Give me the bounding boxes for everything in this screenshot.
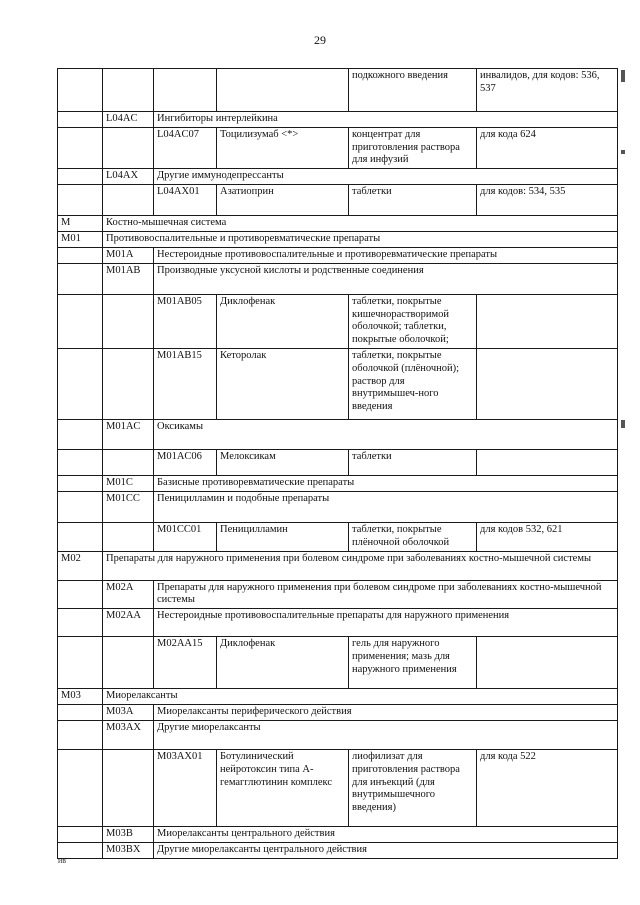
cell-empty xyxy=(103,294,154,348)
cell-code: L04AX01 xyxy=(154,185,217,216)
cell-dosage-form: таблетки, покрытые плёночной оболочкой xyxy=(349,522,477,551)
cell-empty xyxy=(58,185,103,216)
table-row xyxy=(58,449,618,475)
cell-drug-name: Мелоксикам xyxy=(217,449,349,475)
cell-drug-name xyxy=(217,69,349,112)
cell-empty xyxy=(103,749,154,826)
cell-dosage-form: таблетки xyxy=(349,449,477,475)
cell-dosage-form: лиофилизат для приготовления раствора для инъекций (для внутримышечного введения) xyxy=(349,749,477,826)
cell-code: M01CC xyxy=(103,491,154,522)
cell-empty xyxy=(58,294,103,348)
cell-dosage-form: подкожного введения xyxy=(349,69,477,112)
cell-code: M03B xyxy=(103,826,154,842)
margin-mark xyxy=(621,420,625,428)
table-row xyxy=(58,231,618,247)
cell-group-name: Нестероидные противовоспалительные и противоревматические препараты xyxy=(154,247,618,263)
table-row xyxy=(58,842,618,858)
table-row xyxy=(58,522,618,551)
cell-code: M03A xyxy=(103,705,154,721)
cell-code: L04AX xyxy=(103,169,154,185)
cell-note: инвалидов, для кодов: 536, 537 xyxy=(477,69,618,112)
cell-empty xyxy=(58,491,103,522)
cell-empty xyxy=(103,348,154,419)
cell-empty xyxy=(58,826,103,842)
cell-dosage-form: гель для наружного применения; мазь для наружного применения xyxy=(349,637,477,689)
cell-note: для кода 522 xyxy=(477,749,618,826)
cell-code: M01C xyxy=(103,475,154,491)
table-row xyxy=(58,475,618,491)
cell-drug-name: Диклофенак xyxy=(217,294,349,348)
cell-empty xyxy=(58,749,103,826)
cell-group-name: Миорелаксанты периферического действия xyxy=(154,705,618,721)
cell-group-name: Пеницилламин и подобные препараты xyxy=(154,491,618,522)
cell-empty xyxy=(58,247,103,263)
cell-code: M02AA xyxy=(103,609,154,637)
cell-empty xyxy=(103,185,154,216)
cell-note xyxy=(477,449,618,475)
cell-empty xyxy=(58,609,103,637)
cell-note xyxy=(477,294,618,348)
cell-empty xyxy=(103,127,154,168)
cell-code: M01AB15 xyxy=(154,348,217,419)
cell-group-name: Ингибиторы интерлейкина xyxy=(154,112,618,128)
cell-code: M01CC01 xyxy=(154,522,217,551)
cell-group-name: Противовоспалительные и противоревматические препараты xyxy=(103,231,618,247)
cell-code: M03BX xyxy=(103,842,154,858)
cell-note: для кодов 532, 621 xyxy=(477,522,618,551)
cell-empty xyxy=(58,348,103,419)
cell-dosage-form: таблетки xyxy=(349,185,477,216)
table-row xyxy=(58,705,618,721)
table-row xyxy=(58,127,618,168)
cell-code: M01 xyxy=(58,231,103,247)
cell-empty xyxy=(58,263,103,294)
cell-empty xyxy=(58,169,103,185)
table-row xyxy=(58,247,618,263)
cell-group-name: Другие миорелаксанты xyxy=(154,720,618,749)
cell-note xyxy=(477,637,618,689)
cell-empty xyxy=(58,69,103,112)
cell-drug-name: Кеторолак xyxy=(217,348,349,419)
table-row xyxy=(58,580,618,609)
cell-code: L04AC07 xyxy=(154,127,217,168)
table-row xyxy=(58,551,618,580)
cell-note xyxy=(477,348,618,419)
table-row xyxy=(58,609,618,637)
table-row xyxy=(58,185,618,216)
table-row xyxy=(58,169,618,185)
cell-group-name: Оксикамы xyxy=(154,419,618,449)
cell-group-name: Препараты для наружного применения при болевом синдроме при заболеваниях костно-мышечной системы xyxy=(103,551,618,580)
cell-empty xyxy=(58,475,103,491)
table-row xyxy=(58,720,618,749)
cell-group-name: Миорелаксанты xyxy=(103,689,618,705)
cell-drug-name: Ботулинический нейротоксин типа А-гемагглютинин комплекс xyxy=(217,749,349,826)
table-row xyxy=(58,112,618,128)
cell-group-name: Производные уксусной кислоты и родственные соединения xyxy=(154,263,618,294)
cell-code: M03AX xyxy=(103,720,154,749)
cell-code: M02 xyxy=(58,551,103,580)
cell-code: M01AC xyxy=(103,419,154,449)
cell-code: M02AA15 xyxy=(154,637,217,689)
table-row xyxy=(58,749,618,826)
cell-code: M01A xyxy=(103,247,154,263)
cell-empty xyxy=(103,449,154,475)
cell-group-name: Другие миорелаксанты центрального действия xyxy=(154,842,618,858)
cell-group-name: Миорелаксанты центрального действия xyxy=(154,826,618,842)
cell-code: L04AC xyxy=(103,112,154,128)
cell-note: для кода 624 xyxy=(477,127,618,168)
cell-group-name: Нестероидные противовоспалительные препараты для наружного применения xyxy=(154,609,618,637)
cell-drug-name: Пеницилламин xyxy=(217,522,349,551)
page-number: 29 xyxy=(314,33,326,47)
cell-drug-name: Тоцилизумаб <*> xyxy=(217,127,349,168)
cell-empty xyxy=(58,522,103,551)
cell-empty xyxy=(58,580,103,609)
cell-empty xyxy=(58,637,103,689)
table-row xyxy=(58,637,618,689)
cell-code xyxy=(154,69,217,112)
cell-code: M03AX01 xyxy=(154,749,217,826)
cell-drug-name: Азатиоприн xyxy=(217,185,349,216)
cell-empty xyxy=(58,449,103,475)
footer-mark: ив xyxy=(58,856,67,865)
table-row xyxy=(58,69,618,112)
cell-empty xyxy=(58,127,103,168)
table-row xyxy=(58,263,618,294)
cell-code: M03 xyxy=(58,689,103,705)
cell-group-name: Другие иммунодепрессанты xyxy=(154,169,618,185)
cell-code: M01AB05 xyxy=(154,294,217,348)
cell-empty xyxy=(58,705,103,721)
table-row xyxy=(58,348,618,419)
margin-mark xyxy=(621,70,625,82)
cell-empty xyxy=(58,419,103,449)
cell-empty xyxy=(58,112,103,128)
cell-note: для кодов: 534, 535 xyxy=(477,185,618,216)
cell-code: M01AC06 xyxy=(154,449,217,475)
table-row xyxy=(58,491,618,522)
cell-empty xyxy=(103,522,154,551)
table-row xyxy=(58,689,618,705)
table-row xyxy=(58,419,618,449)
cell-code: M xyxy=(58,216,103,232)
cell-dosage-form: таблетки, покрытые оболочкой (плёночной); раствор для внутримышеч-ного введения xyxy=(349,348,477,419)
cell-dosage-form: концентрат для приготовления раствора для инфузий xyxy=(349,127,477,168)
cell-group-name: Препараты для наружного применения при болевом синдроме при заболеваниях костно-мышечной системы xyxy=(154,580,618,609)
cell-code: M02A xyxy=(103,580,154,609)
cell-dosage-form: таблетки, покрытые кишечнорастворимой оболочкой; таблетки, покрытые оболочкой; xyxy=(349,294,477,348)
cell-empty xyxy=(103,69,154,112)
table-row xyxy=(58,294,618,348)
cell-group-name: Костно-мышечная система xyxy=(103,216,618,232)
cell-drug-name: Диклофенак xyxy=(217,637,349,689)
cell-code: M01AB xyxy=(103,263,154,294)
table-row xyxy=(58,826,618,842)
table-row xyxy=(58,216,618,232)
cell-group-name: Базисные противоревматические препараты xyxy=(154,475,618,491)
drug-classification-table xyxy=(57,68,618,859)
cell-empty xyxy=(58,720,103,749)
cell-empty xyxy=(103,637,154,689)
margin-mark xyxy=(621,150,625,154)
